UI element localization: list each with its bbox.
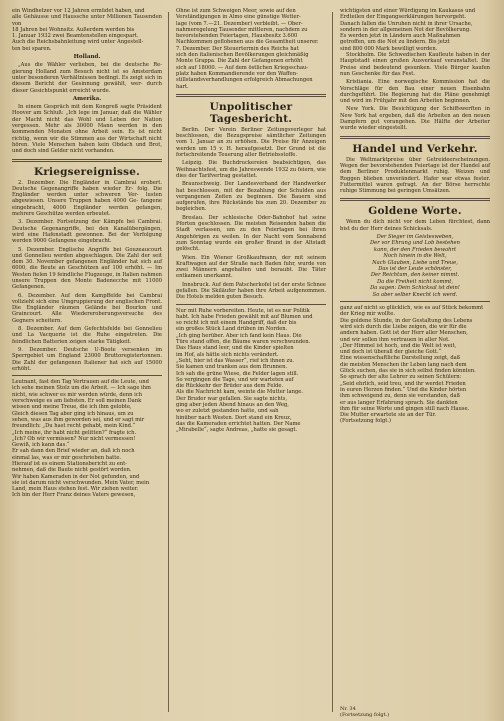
text-line: Türe stand offen, die Bäume waren verschwunden. <box>176 339 311 346</box>
text-line: ging aber jeden Abend hinaus an den Weg, <box>176 402 289 409</box>
text-line: „Der Himmel ist hoch, und die Welt ist weit, <box>340 342 457 349</box>
poem-line: Der Reichtum, den keiner nimmt. <box>370 272 460 279</box>
text-line: nehmen, daß die Baute nicht gestört worden. <box>12 467 132 474</box>
poem-line: Der Sieger im Geistesweben, <box>376 234 454 241</box>
divider <box>340 198 490 201</box>
column-rule <box>168 12 169 712</box>
text-line: hart. <box>176 83 189 90</box>
col1-subhead-amerika: Amerika. <box>72 95 102 102</box>
footer-page-number: Nr. 34 <box>340 706 356 712</box>
column-left <box>12 8 162 499</box>
col3-bottom-text <box>340 305 490 425</box>
text-line: und doch ist überall der gleiche Gott.“ <box>340 349 442 356</box>
text-line: sie ist darum nicht verschwunden. Mein Vater, mein <box>12 479 150 486</box>
poem-line: So aber selber Knecht ich werd. <box>372 291 458 298</box>
text-line: Gleich diesen Tag aber ging ich hinaus, um zu <box>12 410 134 417</box>
text-line: Der Bruder war gefallen. Sie sagte nichts, <box>176 395 288 402</box>
text-line: ten bei sparen. <box>12 45 52 52</box>
text-line: hinüber nach Westen. Dort stand ein Kreuz, <box>176 414 292 421</box>
poem-line: Der vor Ehrung und Lob bestehen <box>370 240 460 247</box>
text-line: Hierauf ist es einem Stationsbericht zu ent- <box>12 461 127 467</box>
col3-paragraph: Stockholm. Die Schwedischen Kaufleute haben in der Hauptstadt einen großen Ausverkauf veranstaltet. Die Preise sind bedeutend gesunken. Viele Bürger kaufen nun Geschenke für das Fest. <box>340 52 490 77</box>
divider <box>340 301 490 302</box>
footer-continuation: (Fortsetzung folgt.) <box>340 712 390 718</box>
text-line: So vergingen die Tage, und wir warteten auf <box>176 376 294 383</box>
text-line: Glück suchen, das sie in sich selbst finden könnten. <box>340 368 476 375</box>
col1-paragraph: In einem Gespräch mit dem Kongreß sagte Präsident Hoover am Schluß: „Ich lege im Januar, daß die Wähler der Macht nicht das Wohl und Leben der Nation vergessen. Mehr als 30000 Mann werden in den kommenden Monaten ohne Arbeit sein. Es ist nicht richtig, wenn wir die Stimmen aus der Wirtschaft nicht hören. Viele Menschen haben kein Obdach und Brot, und doch sind Gelder nicht vorhanden. <box>12 104 162 155</box>
text-line: Eine wissenschaftliche Darstellung zeigt, daß <box>340 355 461 362</box>
col2-paragraph: Leipzig. Die Buchdruckereien beabsichtigen, das Weihnachtsfest, um die Jahreswende 1932 zu feiern, wie dies der Tarifvertrag gestattet. <box>176 160 326 179</box>
column-middle <box>176 8 326 434</box>
page-footer <box>340 706 504 718</box>
col3-poem-intro: Wenn du dich nicht vor dem Leben fürchtest, dann bist du der Herr deines Schicksals. <box>340 219 490 232</box>
col1-subhead-holland: Holland. <box>73 54 101 61</box>
text-line: ihm schweigend zu, denn sie verstanden, daß <box>340 393 461 400</box>
text-line: ganz auf nicht so glücklich, wie es auf Stück bekommt <box>340 305 484 312</box>
text-line: sich den italienischen Bevölkerungen gleichmäßig <box>176 52 309 59</box>
text-line: platz haben Kommandierende vor den Waffen- <box>176 70 298 77</box>
text-line: Das Haus stand leer, und die Kinder spielten <box>176 345 294 352</box>
text-line: wichtigsten und einer Würdigung im Kaukasus und <box>340 8 476 14</box>
poem-line: Noch hinein in die Welt, <box>383 253 447 260</box>
text-line: Wir haben Kameraden in der Not gefunden, und <box>12 473 140 480</box>
text-line: sehen, was aus ihm geworden sei, und er sagt mir <box>12 416 145 423</box>
text-line: Nachkommen geflohenen aus die Gesamtheit unserer. <box>176 39 319 46</box>
text-line: „Ich? Ob wir vermissen? Nur nicht vermessen! <box>12 435 136 442</box>
text-line: wird sich durch die Liebe zeigen, die wir für die <box>340 323 467 330</box>
col2-paragraph: Breslau. Der schlesische Oder-Bahnhof hat seine Pforten geschlossen. Die meisten Reisenden haben die Stadt verlassen, um zu den Feiertagen bei ihren Angehörigen zu weilen. In der Nacht vom Sonnabend zum Sonntag wurde ein großer Brand in der Altstadt gelöscht. <box>176 214 326 253</box>
col3-paragraph: Die Weltmarktpreise über Getreideerscheinungen. Wegen der bevorstehenden Feiertage ist der Handel auf dem Berliner Produktenmarkt ruhig. Weizen und Roggen blieben unverändert. Hafer war etwas fester. Futtermittel waren gefragt. An der Börse herrschte ruhige Stimmung bei geringen Umsätzen. <box>340 156 490 195</box>
text-line: Die goldene Stunde, in der Gestaltung des Lebens <box>340 317 473 324</box>
col2-bottom-text <box>176 308 326 434</box>
text-line: ein Windhetzer vor 12 Jahren ermüdet haben, und <box>12 8 145 14</box>
text-line: Nur mit Ruhe vorbereiten. Heute, ist es nur Politik <box>176 307 310 314</box>
divider <box>176 304 326 305</box>
text-line: ein großes Stück Land drüben im Norden. <box>176 326 288 333</box>
column-rule <box>332 12 333 712</box>
col1-bottom-text <box>12 379 162 499</box>
divider <box>176 94 326 97</box>
text-line: sich auf 18000. — Auf dem östlichen Kriegsschau- <box>176 64 309 71</box>
text-line: nahmeregelung Tausender mittleren, nachdem zu <box>176 26 308 33</box>
text-line: Er sah dann den Brief wieder an, daß ich noch <box>12 448 135 455</box>
text-line: nicht, wie schwer es mir werden würde, denn ich <box>12 391 143 398</box>
poem-line: Das ist der Leute schönster, <box>378 266 452 273</box>
text-line: 7. Dezember. Der Steuertermin des Reichs hat <box>176 45 299 52</box>
text-line: Es werden jetzt in Ländern auch Maßnahmen <box>340 33 461 40</box>
text-line: das die Kameraden errichtet hatten. Der Name <box>176 420 301 427</box>
col2-paragraph: Braunschweig. Der Landesverband der Handwerker hat beschlossen, mit der Bezahlung der Schulden aus vergangenen Zeiten zu beginnen. Die Bauern sind aufgerufen, ihre Rückstände bis zum 20. Dezember zu begleichen. <box>176 181 326 213</box>
text-line: bevorstehenden Feiertagen, Hausbesitz 3.600 <box>176 33 298 40</box>
text-line: Auch die Reichsbahnleitung wird unter Angestell- <box>12 39 144 46</box>
text-line: „Ich meine, ihr habt nicht gelitten?“ fragte ich. <box>12 429 137 436</box>
text-line: Die Mutter erwartete sie an der Tür. <box>340 412 437 419</box>
poem-line: kann, der den Frieden bewahrt <box>373 246 457 253</box>
text-line: 1. Januar 1932 zwei Beamtenstellen eingespart. <box>12 33 139 40</box>
headline-kriegsereignisse: Kriegsereignisse. <box>34 165 140 178</box>
text-line: wo er zuletzt gestanden hatte, und sah <box>176 408 279 415</box>
text-line: Erdteilen der Eingangserklärungen hervorgeht. <box>340 14 467 21</box>
col3-top-text <box>340 8 490 52</box>
text-line: habt. Ich habe Frieden gewählt mit auf Blumen und <box>176 313 313 320</box>
text-line: wissen und meine Treue, die ich ihm gelobte, <box>12 404 132 411</box>
text-line: die meisten Menschen ihr Leben lang nach dem <box>340 361 467 368</box>
text-line: in euren Herzen finden.“ Und die Kinder hörten <box>340 386 467 393</box>
text-line: (Fortsetzung folgt.) <box>340 418 392 425</box>
poem-line: Da sagen: Dein Schicksal ist dein! <box>370 285 460 292</box>
headline-goldene-worte: Goldene Worte. <box>368 205 462 218</box>
text-line: Ohne ist zum Schweigen Meer, sowie auf den <box>176 8 296 14</box>
text-line: Leutnant, fast den Tag Vertrauen auf die Leute, und <box>12 379 149 386</box>
col2-paragraph: Innsbruck. Auf dem Patscherkofel ist der erste Schnee gefallen. Die Skiläufer haben ihre Arbeit aufgenommen. Die Hotels melden guten Besuch. <box>176 281 326 301</box>
text-line: Ich sah die grüne Wiese, die Felder lagen still. <box>176 370 299 377</box>
column-right <box>340 8 490 425</box>
poem-line: Nach Glauben, Liebe und Treue, <box>372 259 458 266</box>
text-line: einmal las, was er mir geschrieben hatte. <box>12 454 122 461</box>
col1-paragraph: 9. Dezember. Deutsche U-Boote versenken im Sperrgebiet um England 23000 Bruttoregistertonnen. Die Zahl der gefangenen Italiener hat sich auf 15000 erhöht. <box>12 346 162 372</box>
text-line: Als die Nachricht kam, weinte die Mutter lange. <box>176 389 304 396</box>
divider <box>12 159 162 162</box>
col1-paragraph: 3. Dezember. Fortsetzung der Kämpfe bei Cambrai. Deutsche Gegenangriffe, bei den Kanalübergängen, wird eine Hafenstadt gewonnen. Bei der Verfolgung werden 9000 Gefangene eingebracht. <box>12 219 162 245</box>
divider <box>12 375 162 376</box>
text-line: 18 Jahren bei Wohnsitz. Außerdem werden bis <box>12 26 135 33</box>
text-line: getroffen, um die Not zu lindern. Bis jetzt <box>340 39 450 46</box>
text-line: Verständigungen in Almo eine günstige Wetter- <box>176 14 301 21</box>
text-line: Monte Grappa. Die Zahl der Gefangenen erhöht <box>176 58 303 65</box>
text-line: der Krieg mir wollte. <box>340 311 395 318</box>
text-line: Land, mein Haus stehen fest. Wir ziehen weiter. <box>12 486 139 493</box>
text-line: sind 800 000 Mark bewilligt worden. <box>340 45 438 52</box>
text-line: so reicht ich mit einem Handgriff, daß der bis <box>176 320 297 327</box>
text-line: sondern in der allgemeinen Not der Bevölkerung. <box>340 26 471 33</box>
text-line: Sie kamen und tranken aus dem Brunnen. <box>176 364 288 371</box>
col2-top-text <box>176 8 326 90</box>
text-line: „Mirabelle“, sagte Andreas, „hatte sie gesagt. <box>176 427 298 434</box>
text-line: freundlich: „Du hast recht gehabt, mein Kind.“ <box>12 423 136 430</box>
col1-paragraph: 8. Dezember. Auf dem Gefechtsfelde bei Gonnelieu und La Vacquerie ist die Ruhe eingetreten. Die feindlichen Batterien zeigen starke Tätigkeit. <box>12 326 162 345</box>
text-line: Gewiß, ich kann das.“ <box>12 442 70 449</box>
text-line: „Seht, hier ist das Wasser“, rief ich ihnen zu. <box>176 357 295 364</box>
col3-paragraph: New York. Die Besichtigung der Schiffswerften in New York hat ergeben, daß die Arbeiten an den neuen Dampfern gut vorangehen. Die Hälfte der Arbeiter wurde wieder eingestellt. <box>340 106 490 132</box>
poem-line: Da die Freiheit nicht kommt, <box>376 278 454 285</box>
text-line: verschweige es am liebsten. Er soll meinen Dank <box>12 398 142 405</box>
col3-paragraph: Kristiania. Eine norwegische Kommission hat die Vorschläge für den Bau einer neuen Eisenbahn durchgeführt. Die Regierung hat die Pläne genehmigt und wird im Frühjahr mit den Arbeiten beginnen. <box>340 79 490 105</box>
text-line: und wir sollen ihm vertrauen in aller Not. <box>340 336 450 343</box>
text-line: Danach fallen die Unruhen nicht in ihrer Ursache, <box>340 20 473 27</box>
col1-paragraph: 6. Dezember. Auf dem Kampffelde bei Cambrai vollzieht sich eine Umgruppierung der englischen Front. Die Engländer räumen Gelände bei Bourlon und Graincourt. Alle Wiedereroberungsversuche des Gegners scheitern. <box>12 292 162 324</box>
col2-paragraph: Wien. Ein Wiener Großkaufmann, der mit seinem Kraftwagen auf der Straße nach Baden fuhr, wurde von zwei Männern angehalten und beraubt. Die Täter entkamen unerkannt. <box>176 254 326 280</box>
text-line: andern haben. Gott ist der Herr aller Menschen, <box>340 330 468 337</box>
col1-paragraph: 2. Dezember. Die Engländer in Cambrai erobert. Deutsche Gegenangriffe haben wieder Er- folg. Die Engländer werden unter schweren Ver- lusten abgewiesen. Unsere Truppen haben 4000 Ge- fangene eingebracht, 4000 Engländer werden gefangen, mehrere Geschütze werden erbeutet. <box>12 179 162 218</box>
col2-paragraph: Berlin. Der Verein Berliner Zeitungsverleger hat beschlossen, die Bezugspreise sämtlicher Zeitungen vom 1. Januar an zu erhöhen. Die Preise für Anzeigen werden um 15 v. H. heraufgesetzt. Der Grund ist die fortschreitende Teuerung aller Betriebsstoffe. <box>176 126 326 159</box>
text-line: er aus langer Erfahrung sprach. Sie dankten <box>340 399 458 406</box>
text-line: stillstandsverhandlungen erfolgreich Abmachungen <box>176 77 313 84</box>
text-line: alle Gehäusse und Haussche unter Millionen Tausenden von <box>12 14 162 27</box>
text-line: die Rückkehr der Brüder aus dem Felde. <box>176 383 284 390</box>
text-line: „Ich ging herüber. Aber ich fand kein Haus. Die <box>176 332 302 339</box>
poem <box>340 234 490 298</box>
headline-handel-verkehr: Handel und Verkehr. <box>352 142 478 155</box>
text-line: lage (vom 7.—21. Dezember) verbleibt. — Ober- <box>176 20 303 27</box>
text-line: So sprach der alte Lehrer zu seinen Schülern: <box>340 374 462 381</box>
divider <box>340 136 490 139</box>
text-line: „Seid ehrlich, seid treu, und ihr werdet Frieden <box>340 380 466 387</box>
col1-paragraph: 5. Dezember. Englische Angriffe bei Gouzeaucourt und Gonnelieu werden abgeschlagen. Die Zahl der seit dem 30. November gefangenen Engländer hat sich auf 6000, die Beute an Geschützen auf 100 erhöht. — Im Westen fielen 19 feindliche Flugzeuge, in Italien nahmen unsere Truppen den Monte Badenecche mit 11000 Gefangenen. <box>12 246 162 291</box>
text-line: Ich bin der Herr Franz deines Vaters gewesen, <box>12 492 136 499</box>
headline-tagesbericht: Unpolitischer Tagesbericht. <box>209 100 293 125</box>
text-line: ich sehe meinen Stolz um die Arbeit. — Ich sage ihm <box>12 385 151 392</box>
col1-paragraph: „Aus die Wähler verlieben, bei die deutsche Re- gierung Holland zum Besuch nicht ist so Amsterdam unter besonderen Verhältnissen bedingt. Es zeigt sich in diesem Bericht der Gesinnung gewählt, wer- durch dieser Gesichtspunkt erreicht wurde. <box>12 62 162 94</box>
text-line: im Hof, als hätte sich nichts verändert. <box>176 351 279 358</box>
text-line: ihm für seine Worte und gingen still nach Hause. <box>340 405 470 412</box>
col1-top-text <box>12 8 162 52</box>
